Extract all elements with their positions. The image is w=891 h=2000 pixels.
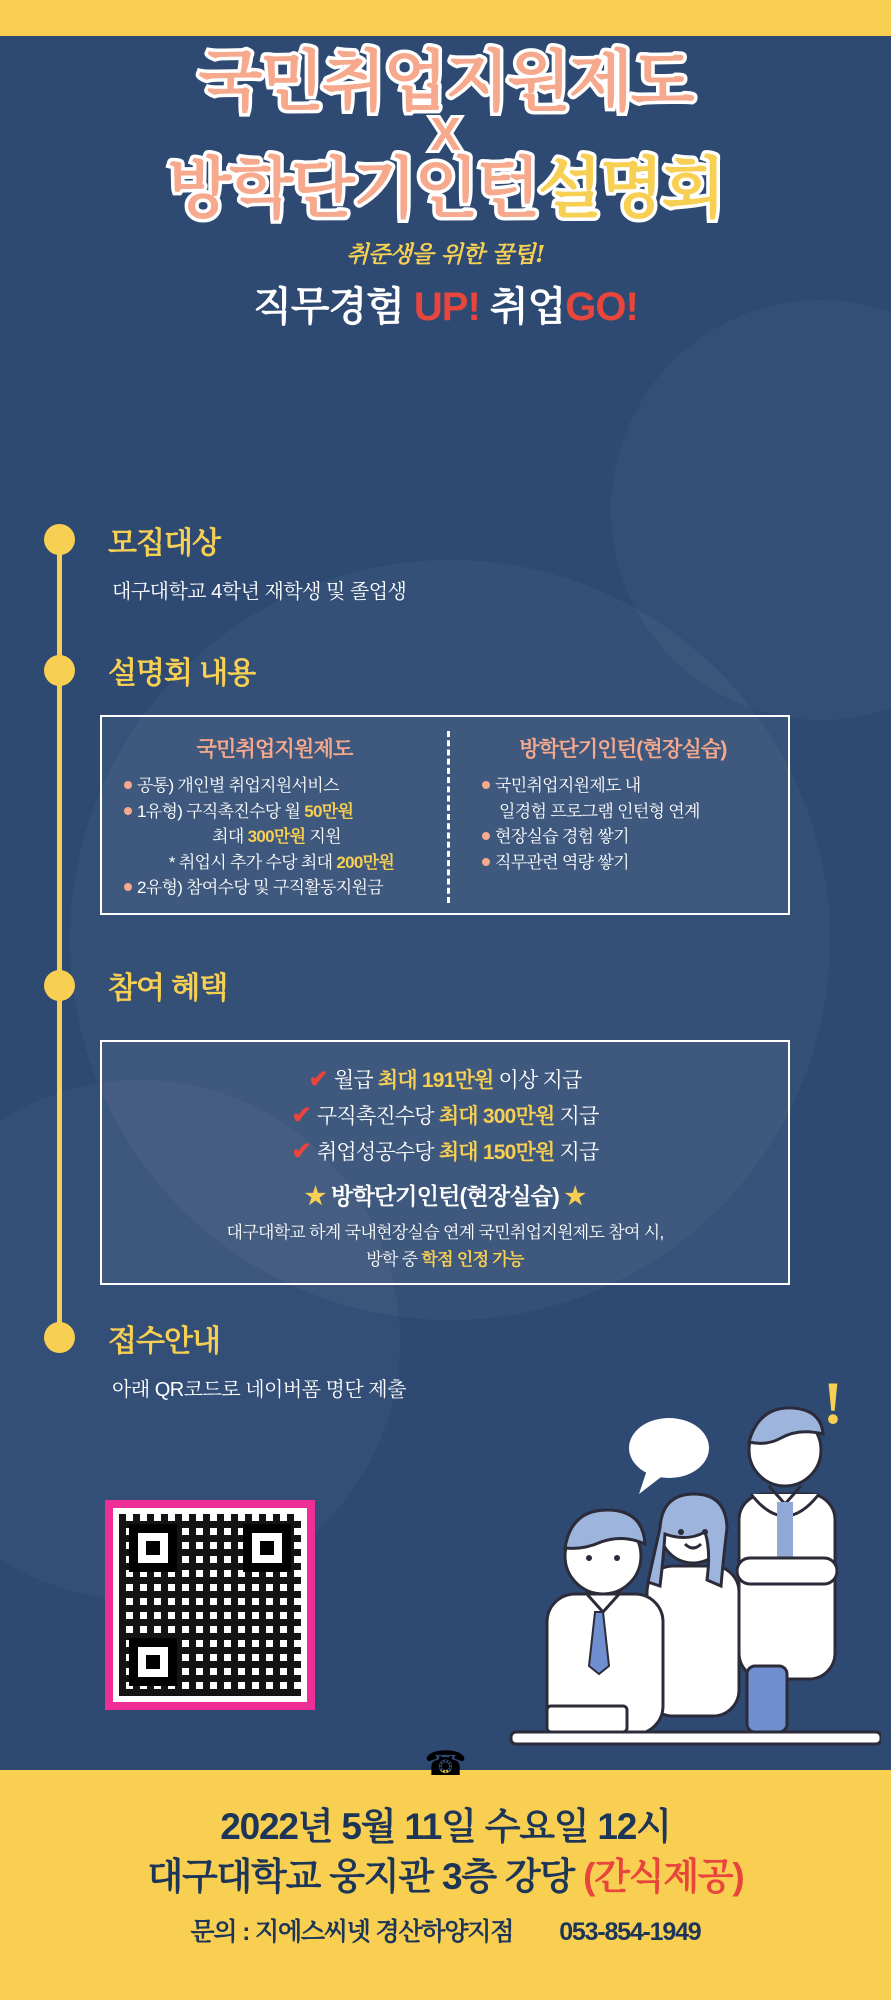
benefit-fine-line-1: 대구대학교 하계 국내현장실습 연계 국민취업지원제도 참여 시, <box>226 1223 664 1242</box>
content-right-item <box>482 850 792 876</box>
star-icon: ★ <box>564 1183 586 1210</box>
content-box <box>100 715 790 915</box>
headline-block <box>0 46 891 332</box>
timeline-dot-1 <box>44 524 75 555</box>
timeline-dot-3 <box>44 970 75 1001</box>
subtitle-go: GO! <box>565 285 638 330</box>
content-box-right-column <box>454 717 792 913</box>
section-title-content: 설명회 내용 <box>108 657 256 690</box>
dot-icon <box>482 832 490 840</box>
content-right-item-text: 국민취업지원제도 내 <box>495 776 641 795</box>
footer-datetime: 2022년 5월 11일 수요일 12시 <box>220 1806 671 1847</box>
content-left-item-post: 지원 <box>305 827 341 846</box>
check-icon: ✔ <box>308 1066 328 1093</box>
exclamation-icon: ! <box>823 1370 843 1436</box>
content-box-left-column <box>102 717 447 913</box>
qr-eye-bottom-left <box>129 1638 177 1686</box>
benefit-check-row <box>102 1064 788 1094</box>
benefit-star-title <box>102 1178 788 1211</box>
dot-icon <box>124 807 132 815</box>
content-left-heading: 국민취업지원제도 <box>196 738 353 761</box>
footer-contact-phone[interactable]: 053-854-1949 <box>559 1918 701 1946</box>
benefit-post: 지급 <box>554 1105 599 1128</box>
timeline-dot-2 <box>44 655 75 686</box>
footer-venue <box>0 1846 891 1900</box>
content-right-item <box>482 824 792 850</box>
people-illustration <box>451 1398 881 1768</box>
section-text-recruit: 대구대학교 4학년 재학생 및 졸업생 <box>112 581 407 603</box>
benefit-fine-line-2-amount: 학점 인정 가능 <box>421 1250 524 1270</box>
telephone-icon: ☎ <box>424 1745 467 1783</box>
content-right-heading: 방학단기인턴(현장실습) <box>519 738 727 761</box>
benefit-amount: 최대 191만원 <box>377 1069 494 1092</box>
benefit-fine-print <box>102 1219 788 1273</box>
headline-x-mark: X <box>430 108 461 161</box>
footer-venue-note: (간식제공) <box>583 1856 744 1897</box>
content-box-divider <box>447 731 450 903</box>
content-left-item <box>124 799 447 825</box>
content-right-item-text: 일경험 프로그램 인턴형 연계 <box>499 801 700 821</box>
headline-subtitle <box>0 275 891 332</box>
headline-line-2-a: 방학단기인턴 <box>167 150 539 225</box>
content-left-item-amount: 200만원 <box>336 852 395 872</box>
content-right-item <box>482 799 792 825</box>
section-title-recruit: 모집대상 <box>108 527 220 560</box>
qr-code[interactable] <box>105 1500 315 1710</box>
headline-line-2 <box>0 150 891 225</box>
content-right-item <box>482 773 792 799</box>
benefit-text: 구직촉진수당 <box>316 1105 439 1128</box>
check-icon: ✔ <box>291 1138 311 1165</box>
footer-contact-org: 문의 : 지에스씨넷 경산하양지점 <box>190 1918 514 1946</box>
content-left-item-text: 1유형) 구직촉진수당 월 <box>137 801 305 821</box>
content-left-item <box>124 875 447 901</box>
benefit-text: 취업성공수당 <box>316 1141 439 1164</box>
qr-eye-top-left <box>129 1524 177 1572</box>
content-left-item-text: * 취업시 추가 수당 최대 <box>168 852 337 872</box>
content-left-item-text: 2유형) 참여수당 및 구직활동지원금 <box>137 878 383 897</box>
benefit-check-row <box>102 1136 788 1166</box>
subtitle-up: UP! <box>413 285 480 330</box>
dot-icon <box>124 781 132 789</box>
content-left-item <box>124 824 447 850</box>
benefit-fine-line-2-pre: 방학 중 <box>366 1250 422 1270</box>
benefit-amount: 최대 300만원 <box>438 1105 555 1128</box>
check-icon: ✔ <box>291 1102 311 1129</box>
benefit-amount: 최대 150만원 <box>438 1141 555 1164</box>
headline-script-text: 취준생을 위한 꿀팁! <box>346 241 545 269</box>
content-left-item-text: 공통) 개인별 취업지원서비스 <box>137 776 339 795</box>
top-yellow-band <box>0 0 891 36</box>
headline-line-1: 국민취업지원제도 <box>198 44 693 118</box>
benefit-post: 지급 <box>554 1141 599 1164</box>
content-left-item <box>124 850 447 876</box>
section-title-apply: 접수안내 <box>108 1325 220 1358</box>
dot-icon <box>482 781 490 789</box>
content-left-item <box>124 773 447 799</box>
dot-icon <box>124 883 132 891</box>
qr-eye-top-right <box>243 1524 291 1572</box>
star-icon: ★ <box>304 1183 326 1210</box>
section-title-benefit: 참여 혜택 <box>108 972 228 1005</box>
subtitle-pre: 직무경험 <box>253 285 414 330</box>
headline-line-2-b: 설명회 <box>538 150 724 225</box>
footer-contact <box>0 1912 891 1948</box>
section-text-apply: 아래 QR코드로 네이버폼 명단 제출 <box>112 1379 406 1401</box>
content-left-item-amount: 300만원 <box>247 827 306 846</box>
content-right-item-text: 현장실습 경험 쌓기 <box>495 827 629 846</box>
benefit-check-row <box>102 1100 788 1130</box>
benefit-post: 이상 지급 <box>493 1069 582 1092</box>
benefit-text: 월급 <box>333 1069 378 1092</box>
benefit-star-text: 방학단기인턴(현장실습) <box>331 1183 559 1209</box>
content-left-item-amount: 50만원 <box>304 801 354 821</box>
timeline-dot-4 <box>44 1322 75 1353</box>
subtitle-mid: 취업 <box>479 285 566 330</box>
footer-venue-main: 대구대학교 웅지관 3층 강당 <box>147 1856 584 1897</box>
dot-icon <box>482 858 490 866</box>
benefit-box <box>100 1040 790 1285</box>
content-left-item-text: 최대 <box>212 827 248 846</box>
content-right-item-text: 직무관련 역량 쌓기 <box>495 852 629 872</box>
